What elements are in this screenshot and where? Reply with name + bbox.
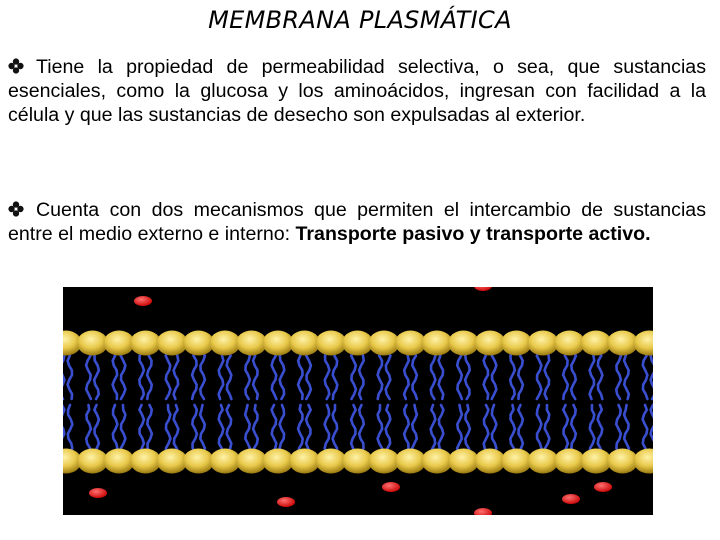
phospholipid-head: [448, 331, 479, 356]
phospholipid-head: [130, 449, 161, 474]
phospholipid-head: [369, 331, 400, 356]
phospholipid-head: [581, 449, 612, 474]
phospholipid-head: [210, 331, 241, 356]
phospholipid-head: [528, 449, 559, 474]
phospholipid-head: [607, 331, 638, 356]
diamond-bullet-icon: [8, 55, 36, 74]
molecule-particle: [382, 482, 400, 492]
phospholipid-head: [342, 331, 373, 356]
bullet-paragraph-2: [8, 198, 706, 246]
phospholipid-head: [422, 331, 453, 356]
phospholipid-head: [422, 449, 453, 474]
phospholipid-head: [475, 331, 506, 356]
phospholipid-head: [77, 331, 108, 356]
phospholipid-head: [77, 449, 108, 474]
bullet-text-2-emphasis: Transporte pasivo y transporte activo.: [295, 223, 651, 245]
phospholipid-head: [183, 331, 214, 356]
molecule-particle: [277, 497, 295, 507]
phospholipid-head: [183, 449, 214, 474]
phospholipid-head: [448, 449, 479, 474]
phospholipid-head: [263, 331, 294, 356]
phospholipid-head: [475, 449, 506, 474]
bullet-paragraph-1: [8, 55, 706, 127]
phospholipid-head: [528, 331, 559, 356]
phospholipid-head: [501, 449, 532, 474]
molecule-particle: [134, 296, 152, 306]
phospholipid-head: [501, 331, 532, 356]
phospholipid-head: [369, 449, 400, 474]
molecule-particle: [89, 488, 107, 498]
phospholipid-head: [395, 449, 426, 474]
phospholipid-head: [157, 331, 188, 356]
molecule-particle: [562, 494, 580, 504]
molecule-particle: [594, 482, 612, 492]
phospholipid-head: [130, 331, 161, 356]
phospholipid-head: [104, 331, 135, 356]
phospholipid-head: [289, 449, 320, 474]
phospholipid-head: [236, 331, 267, 356]
phospholipid-head: [236, 449, 267, 474]
phospholipid-head: [263, 449, 294, 474]
lipid-bilayer-diagram: [63, 287, 653, 515]
phospholipid-head: [607, 449, 638, 474]
phospholipid-head: [395, 331, 426, 356]
phospholipid-head: [554, 331, 585, 356]
phospholipid-head: [210, 449, 241, 474]
phospholipid-head: [104, 449, 135, 474]
phospholipid-head: [554, 449, 585, 474]
phospholipid-head: [289, 331, 320, 356]
page-title: MEMBRANA PLASMÁTICA: [208, 6, 512, 34]
bullet-text-2: Cuenta con dos mecanismos que permiten el intercambio de sustancias entre el medio externo e interno:: [8, 199, 706, 245]
phospholipid-head: [342, 449, 373, 474]
membrane-illustration: [63, 287, 653, 515]
diamond-bullet-icon: [8, 198, 36, 217]
phospholipid-head: [581, 331, 612, 356]
bullet-text-1: Tiene la propiedad de permeabilidad selectiva, o sea, que sustancias esenciales, como la glucosa y los aminoácidos, ingresan con facilidad a la célula y que las sustancias de desecho son expulsadas al exterior.: [8, 56, 706, 126]
phospholipid-head: [157, 449, 188, 474]
phospholipid-head: [316, 449, 347, 474]
phospholipid-head: [316, 331, 347, 356]
